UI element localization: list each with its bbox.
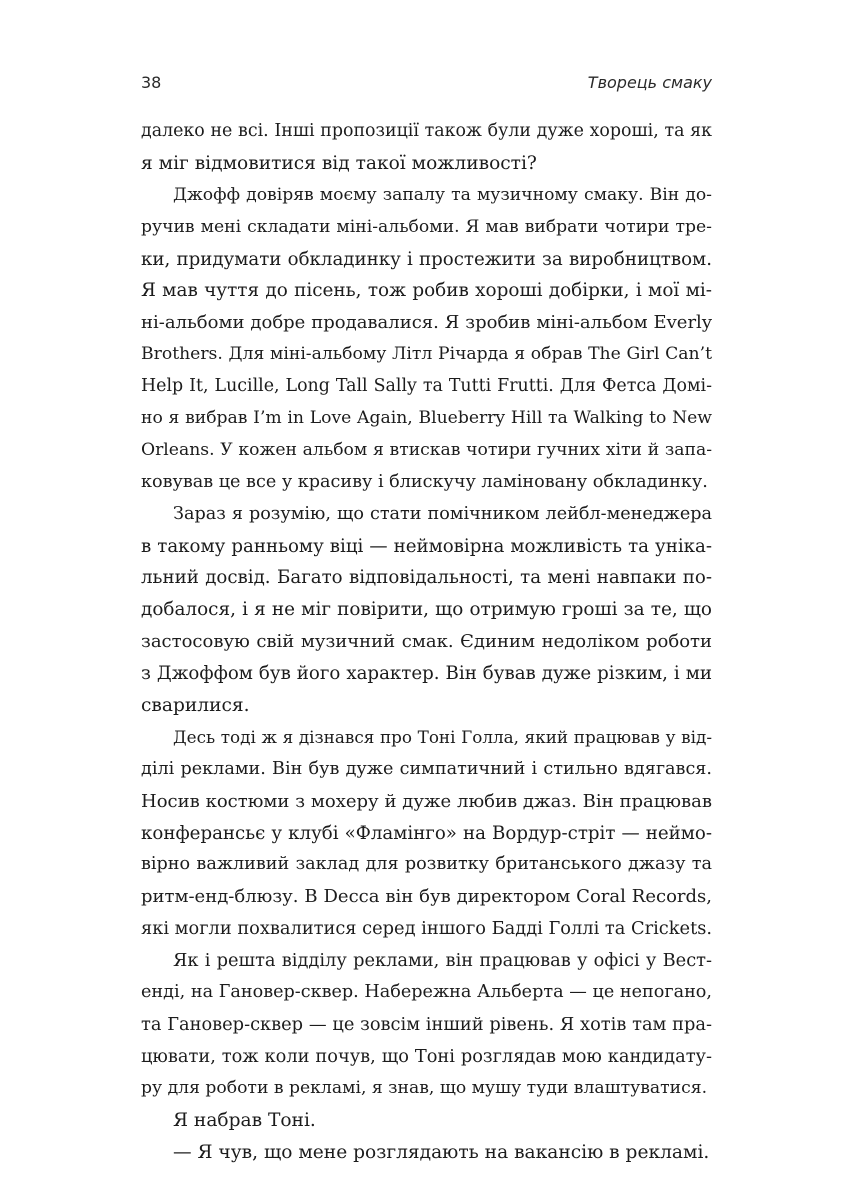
text-line: конферансьє у клубі «Фламінго» на Вордур-стріт — неймо-: [141, 822, 712, 844]
text-line: ритм-енд-блюзу. В Decca він був директором Coral Records,: [141, 886, 712, 908]
body-text: [141, 116, 712, 1168]
text-line: далеко не всі. Інші пропозиції також були дуже хороші, та як: [141, 121, 712, 141]
book-title: Творець смаку: [587, 73, 712, 92]
text-line: Я набрав Тоні.: [173, 1109, 316, 1131]
text-line: Orleans. У кожен альбом я втискав чотири гучних хіти й запа-: [141, 439, 712, 460]
text-line: та Гановер-сквер — це зовсім інший рівень. Я хотів там пра-: [141, 1013, 712, 1035]
text-line: Я мав чуття до пісень, тож робив хороші добірки, і мої мі-: [141, 280, 712, 302]
text-line: ки, придумати обкладинку і простежити за виробництвом.: [141, 248, 712, 270]
text-line: застосовую свій музичний смак. Єдиним недоліком роботи: [141, 631, 712, 653]
text-line: добалося, і я не міг повірити, що отримую гроші за те, що: [141, 599, 712, 621]
text-line: ручив мені складати міні-альбоми. Я мав вибрати чотири тре-: [141, 216, 712, 237]
text-line: Джофф довіряв моєму запалу та музичному смаку. Він до-: [173, 184, 712, 205]
page-number: 38: [141, 73, 162, 92]
text-line: Help It, Lucille, Long Tall Sally та Tutti Frutti. Для Фетса Домі-: [141, 376, 712, 397]
text-line: ковував це все у красиву і блискучу ламіновану обкладинку.: [141, 471, 708, 492]
text-line: ні-альбоми добре продавалися. Я зробив міні-альбом Everly: [141, 312, 712, 334]
text-line: я міг відмовитися від такої можливості?: [141, 152, 537, 174]
text-line: сварилися.: [141, 695, 250, 717]
text-line: Носив костюми з мохеру й дуже любив джаз. Він працював: [141, 790, 712, 812]
text-line: ділі реклами. Він був дуже симпатичний і стильно вдягався.: [141, 758, 712, 779]
running-head: [141, 73, 712, 101]
text-line: — Я чув, що мене розглядають на вакансію в рекламі.: [173, 1141, 710, 1163]
text-line: в такому ранньому віці — неймовірна можливість та уніка-: [141, 535, 712, 557]
text-line: які могли похвалитися серед іншого Бадді Голлі та Crickets.: [141, 918, 712, 940]
text-line: Зараз я розумію, що стати помічником лейбл-менеджера: [173, 503, 712, 524]
text-line: но я вибрав I’m in Love Again, Blueberry Hill та Walking to New: [141, 408, 712, 429]
text-line: енді, на Гановер-сквер. Набережна Альберта — це непогано,: [141, 982, 712, 1003]
text-line: Як і решта відділу реклами, він працював у офісі у Вест-: [173, 950, 712, 972]
text-line: цювати, тож коли почув, що Тоні розглядав мою кандидату-: [141, 1045, 712, 1067]
text-line: Десь тоді ж я дізнався про Тоні Голла, який працював у від-: [173, 726, 712, 747]
text-line: льний досвід. Багато відповідальності, та мені навпаки по-: [141, 567, 712, 589]
text-line: вірно важливий заклад для розвитку британського джазу та: [141, 854, 712, 875]
text-line: Brothers. Для міні-альбому Літл Річарда я обрав The Girl Can’t: [141, 344, 712, 365]
text-line: ру для роботи в рекламі, я знав, що мушу туди влаштуватися.: [141, 1077, 708, 1098]
text-line: з Джоффом був його характер. Він бував дуже різким, і ми: [141, 663, 712, 685]
